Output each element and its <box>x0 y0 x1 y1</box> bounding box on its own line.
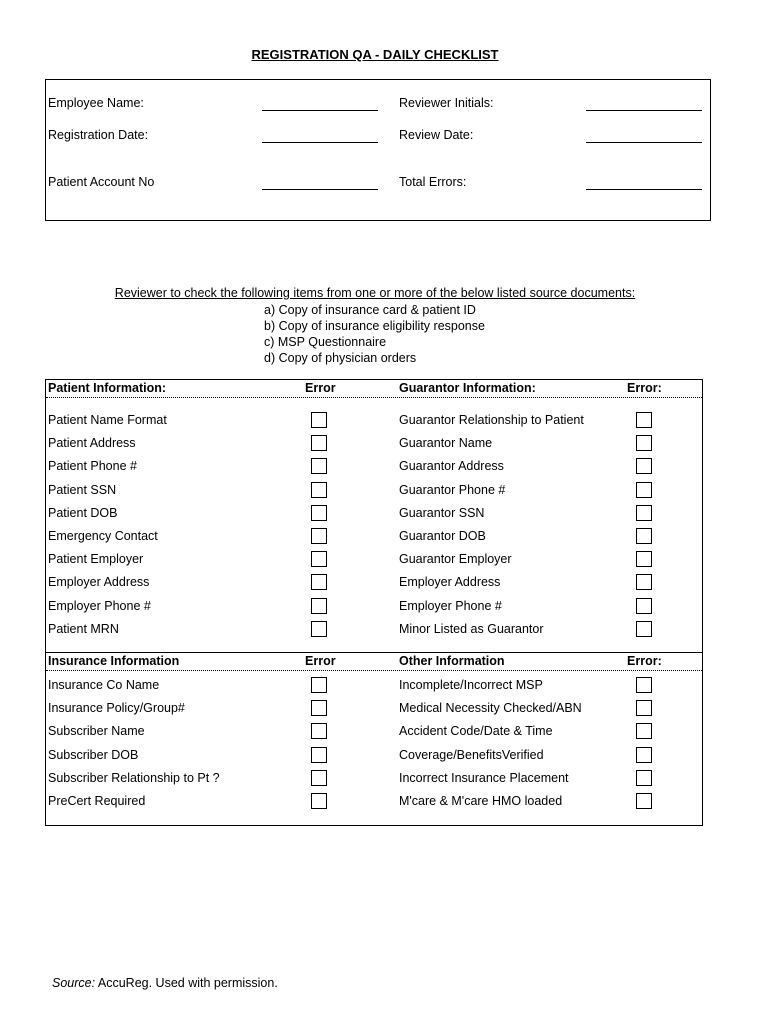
guarantor-error-header: Error: <box>627 381 662 395</box>
checklist-item-label: Patient SSN <box>48 483 117 497</box>
instructions-title: Reviewer to check the following items from one or more of the below listed source documents: <box>114 286 636 300</box>
checklist-item-label: Patient MRN <box>48 622 119 636</box>
checklist-item-label: Subscriber Name <box>48 724 145 738</box>
checklist-item-label: M'care & M'care HMO loaded <box>399 794 563 808</box>
total-errors-field[interactable] <box>586 189 702 190</box>
checklist-item-label: Patient Name Format <box>48 413 167 427</box>
source-label: Source: <box>52 976 96 990</box>
error-checkbox[interactable] <box>636 793 652 809</box>
checklist-item-label: Medical Necessity Checked/ABN <box>399 701 582 715</box>
error-checkbox[interactable] <box>636 677 652 693</box>
checklist-item-label: Patient Employer <box>48 552 144 566</box>
page-title: REGISTRATION QA - DAILY CHECKLIST <box>251 47 499 62</box>
error-checkbox[interactable] <box>311 412 327 428</box>
error-checkbox[interactable] <box>311 551 327 567</box>
checklist-item-label: Employer Address <box>399 575 501 589</box>
checklist-item-label: Guarantor Phone # <box>399 483 506 497</box>
reviewer-initials-label: Reviewer Initials: <box>399 96 494 110</box>
error-checkbox[interactable] <box>636 551 652 567</box>
source-note <box>52 976 278 990</box>
insurance-section-header: Insurance Information <box>48 654 180 668</box>
error-checkbox[interactable] <box>636 505 652 521</box>
error-checkbox[interactable] <box>636 458 652 474</box>
review-date-field[interactable] <box>586 142 702 143</box>
error-checkbox[interactable] <box>311 621 327 637</box>
checklist-item-label: Incorrect Insurance Placement <box>399 771 569 785</box>
checklist-item-label: Employer Phone # <box>399 599 502 613</box>
checklist-item-label: Patient Phone # <box>48 459 137 473</box>
checklist-item-label: Guarantor Name <box>399 436 493 450</box>
error-checkbox[interactable] <box>636 700 652 716</box>
error-checkbox[interactable] <box>311 747 327 763</box>
checklist-item-label: Guarantor SSN <box>399 506 485 520</box>
checklist-item-label: Minor Listed as Guarantor <box>399 622 544 636</box>
error-checkbox[interactable] <box>636 435 652 451</box>
checklist-item-label: Subscriber Relationship to Pt ? <box>48 771 220 785</box>
error-checkbox[interactable] <box>636 723 652 739</box>
patient-error-header: Error <box>305 381 336 395</box>
patient-section-header: Patient Information: <box>48 381 167 395</box>
checklist-item-label: Guarantor Address <box>399 459 504 473</box>
error-checkbox[interactable] <box>636 770 652 786</box>
checklist-item-label: Subscriber DOB <box>48 748 139 762</box>
checklist-item-label: Employer Phone # <box>48 599 151 613</box>
checklist-box <box>45 379 703 826</box>
instruction-item: d) Copy of physician orders <box>264 351 417 365</box>
instruction-item: a) Copy of insurance card & patient ID <box>264 303 476 317</box>
error-checkbox[interactable] <box>311 528 327 544</box>
patient-account-label: Patient Account No <box>48 175 155 189</box>
checklist-item-label: Employer Address <box>48 575 150 589</box>
error-checkbox[interactable] <box>636 528 652 544</box>
header-fields-box <box>45 79 711 221</box>
other-section-header: Other Information <box>399 654 505 668</box>
checklist-item-label: Guarantor Relationship to Patient <box>399 413 584 427</box>
other-error-header: Error: <box>627 654 662 668</box>
checklist-item-label: Emergency Contact <box>48 529 158 543</box>
error-checkbox[interactable] <box>311 435 327 451</box>
error-checkbox[interactable] <box>311 793 327 809</box>
error-checkbox[interactable] <box>636 747 652 763</box>
error-checkbox[interactable] <box>636 412 652 428</box>
error-checkbox[interactable] <box>311 700 327 716</box>
reviewer-initials-field[interactable] <box>586 110 702 111</box>
error-checkbox[interactable] <box>311 723 327 739</box>
total-errors-label: Total Errors: <box>399 175 467 189</box>
review-date-label: Review Date: <box>399 128 474 142</box>
instructions-list <box>264 302 485 366</box>
checklist-item-label: Accident Code/Date & Time <box>399 724 553 738</box>
checklist-item-label: Insurance Policy/Group# <box>48 701 185 715</box>
error-checkbox[interactable] <box>311 770 327 786</box>
instruction-item: b) Copy of insurance eligibility response <box>264 319 485 333</box>
instruction-item: c) MSP Questionnaire <box>264 335 387 349</box>
error-checkbox[interactable] <box>311 574 327 590</box>
checklist-item-label: Incomplete/Incorrect MSP <box>399 678 543 692</box>
error-checkbox[interactable] <box>311 458 327 474</box>
checklist-item-label: Coverage/BenefitsVerified <box>399 748 544 762</box>
employee-name-field[interactable] <box>262 110 378 111</box>
checklist-item-label: PreCert Required <box>48 794 146 808</box>
error-checkbox[interactable] <box>311 505 327 521</box>
error-checkbox[interactable] <box>311 677 327 693</box>
checklist-item-label: Patient DOB <box>48 506 118 520</box>
registration-date-field[interactable] <box>262 142 378 143</box>
registration-date-label: Registration Date: <box>48 128 149 142</box>
patient-account-field[interactable] <box>262 189 378 190</box>
checklist-item-label: Guarantor Employer <box>399 552 512 566</box>
insurance-other-header-row <box>46 652 702 671</box>
error-checkbox[interactable] <box>636 482 652 498</box>
error-checkbox[interactable] <box>636 621 652 637</box>
error-checkbox[interactable] <box>636 598 652 614</box>
source-text: AccuReg. Used with permission. <box>95 976 278 990</box>
error-checkbox[interactable] <box>311 482 327 498</box>
error-checkbox[interactable] <box>311 598 327 614</box>
checklist-item-label: Guarantor DOB <box>399 529 486 543</box>
patient-guarantor-header-row <box>46 380 702 398</box>
error-checkbox[interactable] <box>636 574 652 590</box>
insurance-error-header: Error <box>305 654 336 668</box>
checklist-item-label: Patient Address <box>48 436 136 450</box>
employee-name-label: Employee Name: <box>48 96 144 110</box>
checklist-item-label: Insurance Co Name <box>48 678 160 692</box>
guarantor-section-header: Guarantor Information: <box>399 381 536 395</box>
